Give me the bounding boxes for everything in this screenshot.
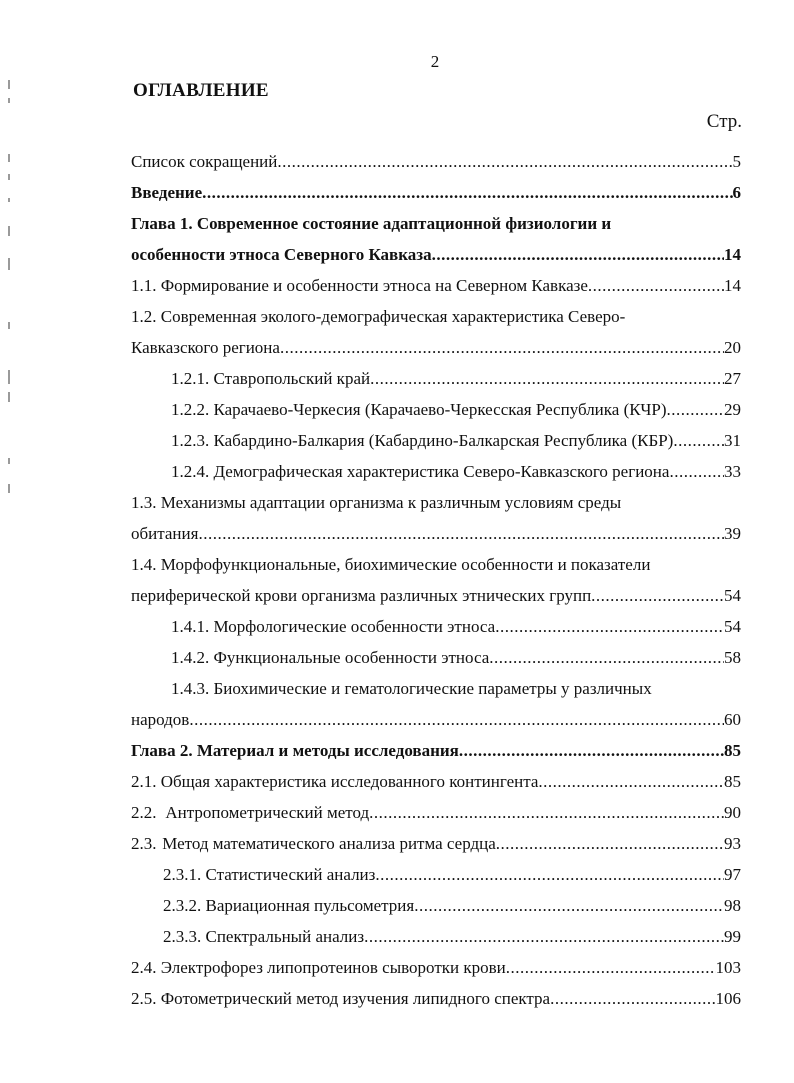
toc-entry-page: 54 bbox=[724, 617, 741, 636]
toc-entry-2-3-3[interactable] bbox=[131, 921, 741, 952]
dot-leader bbox=[538, 766, 724, 797]
dot-leader bbox=[202, 177, 732, 208]
toc-entry-page: 6 bbox=[732, 183, 741, 202]
toc-entry-page: 27 bbox=[724, 369, 741, 388]
dot-leader bbox=[673, 425, 724, 456]
toc-entry-1-2-3[interactable] bbox=[131, 425, 741, 456]
dot-leader bbox=[277, 146, 732, 177]
toc-entry-page: 20 bbox=[724, 338, 741, 357]
dot-leader bbox=[591, 580, 724, 611]
toc-entry-1-2-cont[interactable] bbox=[131, 332, 741, 363]
toc-entry-1-4-1[interactable] bbox=[131, 611, 741, 642]
toc-entry-chapter-1[interactable] bbox=[131, 208, 741, 239]
dot-leader bbox=[550, 983, 715, 1014]
page-number: 2 bbox=[430, 52, 440, 71]
toc-entry-2-4[interactable] bbox=[131, 952, 741, 983]
toc-entry-text: 2.5. Фотометрический метод изучения липидного спектра bbox=[131, 989, 551, 1008]
toc-entry-text: 1.2.1. Ставропольский край bbox=[171, 369, 371, 388]
toc-entry-text: Список сокращений bbox=[131, 152, 278, 171]
toc-entry-2-1[interactable] bbox=[131, 766, 741, 797]
dot-leader bbox=[496, 828, 724, 859]
toc-entry-text: 1.4.3. Биохимические и гематологические параметры у различных bbox=[171, 679, 652, 698]
dot-leader bbox=[432, 239, 724, 270]
toc-entry-abbreviations[interactable] bbox=[131, 146, 741, 177]
dot-leader bbox=[669, 456, 724, 487]
toc-entry-page: 98 bbox=[724, 896, 741, 915]
toc-entry-text: Кавказского региона bbox=[131, 338, 280, 357]
toc-entry-text: Антропометрический метод bbox=[165, 803, 370, 822]
toc-entry-page: 39 bbox=[724, 524, 741, 543]
toc-entry-page: 90 bbox=[724, 803, 741, 822]
toc-entry-page: 103 bbox=[715, 958, 741, 977]
toc-entry-text: 2.3.3. Спектральный анализ bbox=[163, 927, 365, 946]
toc-entry-text: народов bbox=[131, 710, 190, 729]
dot-leader bbox=[588, 270, 724, 301]
dot-leader bbox=[495, 611, 724, 642]
toc-entry-2-2[interactable] bbox=[131, 797, 741, 828]
toc-entry-text: Глава 1. Современное состояние адаптационной физиологии и bbox=[131, 214, 612, 233]
dot-leader bbox=[189, 704, 724, 735]
toc-entry-text: обитания bbox=[131, 524, 199, 543]
toc-entry-page: 60 bbox=[724, 710, 741, 729]
toc-entry-page: 97 bbox=[724, 865, 741, 884]
toc-entry-chapter-1-cont[interactable] bbox=[131, 239, 741, 270]
toc-entry-text: 1.4.1. Морфологические особенности этноса bbox=[171, 617, 496, 636]
toc-entry-1-4-3[interactable] bbox=[131, 673, 741, 704]
toc-entry-page: 5 bbox=[732, 152, 741, 171]
toc-entry-page: 106 bbox=[715, 989, 741, 1008]
toc-entry-chapter-2[interactable] bbox=[131, 735, 741, 766]
toc-entry-text: 2.4. Электрофорез липопротеинов сыворотки крови bbox=[131, 958, 506, 977]
toc-entry-text: Метод математического анализа ритма сердца bbox=[162, 834, 496, 853]
toc-entry-1-1[interactable] bbox=[131, 270, 741, 301]
toc-entry-text: 2.3.2. Вариационная пульсометрия bbox=[163, 896, 415, 915]
dot-leader bbox=[364, 921, 724, 952]
toc-entry-1-3-cont[interactable] bbox=[131, 518, 741, 549]
dot-leader bbox=[369, 797, 724, 828]
dot-leader bbox=[506, 952, 716, 983]
toc-entry-1-2-4[interactable] bbox=[131, 456, 741, 487]
toc-entry-2-3-2[interactable] bbox=[131, 890, 741, 921]
toc-title: ОГЛАВЛЕНИЕ bbox=[133, 80, 269, 101]
toc-entry-page: 31 bbox=[724, 431, 741, 450]
toc-entry-page: 58 bbox=[724, 648, 741, 667]
dot-leader bbox=[280, 332, 724, 363]
toc-entry-1-2-1[interactable] bbox=[131, 363, 741, 394]
toc-entry-text: Введение bbox=[131, 183, 203, 202]
toc-entry-1-4-2[interactable] bbox=[131, 642, 741, 673]
toc-entry-1-4[interactable] bbox=[131, 549, 741, 580]
toc-entry-page: 54 bbox=[724, 586, 741, 605]
toc-entry-1-2-2[interactable] bbox=[131, 394, 741, 425]
toc-entry-page: 85 bbox=[724, 772, 741, 791]
dot-leader bbox=[375, 859, 724, 890]
toc-entry-text: 1.2.3. Кабардино-Балкария (Кабардино-Балкарская Республика (КБР) bbox=[171, 431, 674, 450]
toc-entry-2-3[interactable] bbox=[131, 828, 741, 859]
dot-leader bbox=[459, 735, 724, 766]
toc-entry-text: периферической крови организма различных этнических групп bbox=[131, 586, 592, 605]
toc-entry-page: 14 bbox=[724, 245, 741, 264]
toc-entry-1-4-3-cont[interactable] bbox=[131, 704, 741, 735]
toc-entry-page: 33 bbox=[724, 462, 741, 481]
dot-leader bbox=[414, 890, 724, 921]
toc-entry-text: Глава 2. Материал и методы исследования bbox=[131, 741, 459, 760]
toc-entry-text: 1.2. Современная эколого-демографическая характеристика Северо- bbox=[131, 307, 626, 326]
toc-entry-text: 1.2.4. Демографическая характеристика Северо-Кавказского региона bbox=[171, 462, 670, 481]
toc-entry-text: 1.3. Механизмы адаптации организма к различным условиям среды bbox=[131, 493, 622, 512]
dot-leader bbox=[370, 363, 724, 394]
toc-entry-text: 2.1. Общая характеристика исследованного контингента bbox=[131, 772, 539, 791]
page-column-label: Стр. bbox=[706, 111, 742, 132]
dot-leader bbox=[198, 518, 724, 549]
dot-leader bbox=[489, 642, 724, 673]
toc-entry-text: 1.4. Морфофункциональные, биохимические особенности и показатели bbox=[131, 555, 651, 574]
toc-entry-text: особенности этноса Северного Кавказа bbox=[131, 245, 432, 264]
toc-entry-2-3-1[interactable] bbox=[131, 859, 741, 890]
dot-leader bbox=[667, 394, 724, 425]
toc-entry-number: 2.2. bbox=[131, 803, 157, 822]
toc-entry-text: 1.1. Формирование и особенности этноса на Северном Кавказе bbox=[131, 276, 588, 295]
toc-entry-page: 14 bbox=[724, 276, 741, 295]
toc-entry-1-4-cont[interactable] bbox=[131, 580, 741, 611]
scan-margin-marks bbox=[8, 70, 28, 510]
toc-entry-page: 85 bbox=[724, 741, 741, 760]
toc-entry-text: 1.2.2. Карачаево-Черкесия (Карачаево-Черкесская Республика (КЧР) bbox=[171, 400, 667, 419]
toc-entry-number: 2.3. bbox=[131, 834, 157, 853]
table-of-contents bbox=[131, 146, 741, 1014]
toc-entry-1-2[interactable] bbox=[131, 301, 741, 332]
toc-entry-text: 2.3.1. Статистический анализ bbox=[163, 865, 376, 884]
toc-entry-page: 93 bbox=[724, 834, 741, 853]
toc-entry-1-3[interactable] bbox=[131, 487, 741, 518]
toc-entry-2-5[interactable] bbox=[131, 983, 741, 1014]
toc-entry-text: 1.4.2. Функциональные особенности этноса bbox=[171, 648, 490, 667]
toc-entry-page: 99 bbox=[724, 927, 741, 946]
toc-entry-page: 29 bbox=[724, 400, 741, 419]
toc-entry-introduction[interactable] bbox=[131, 177, 741, 208]
